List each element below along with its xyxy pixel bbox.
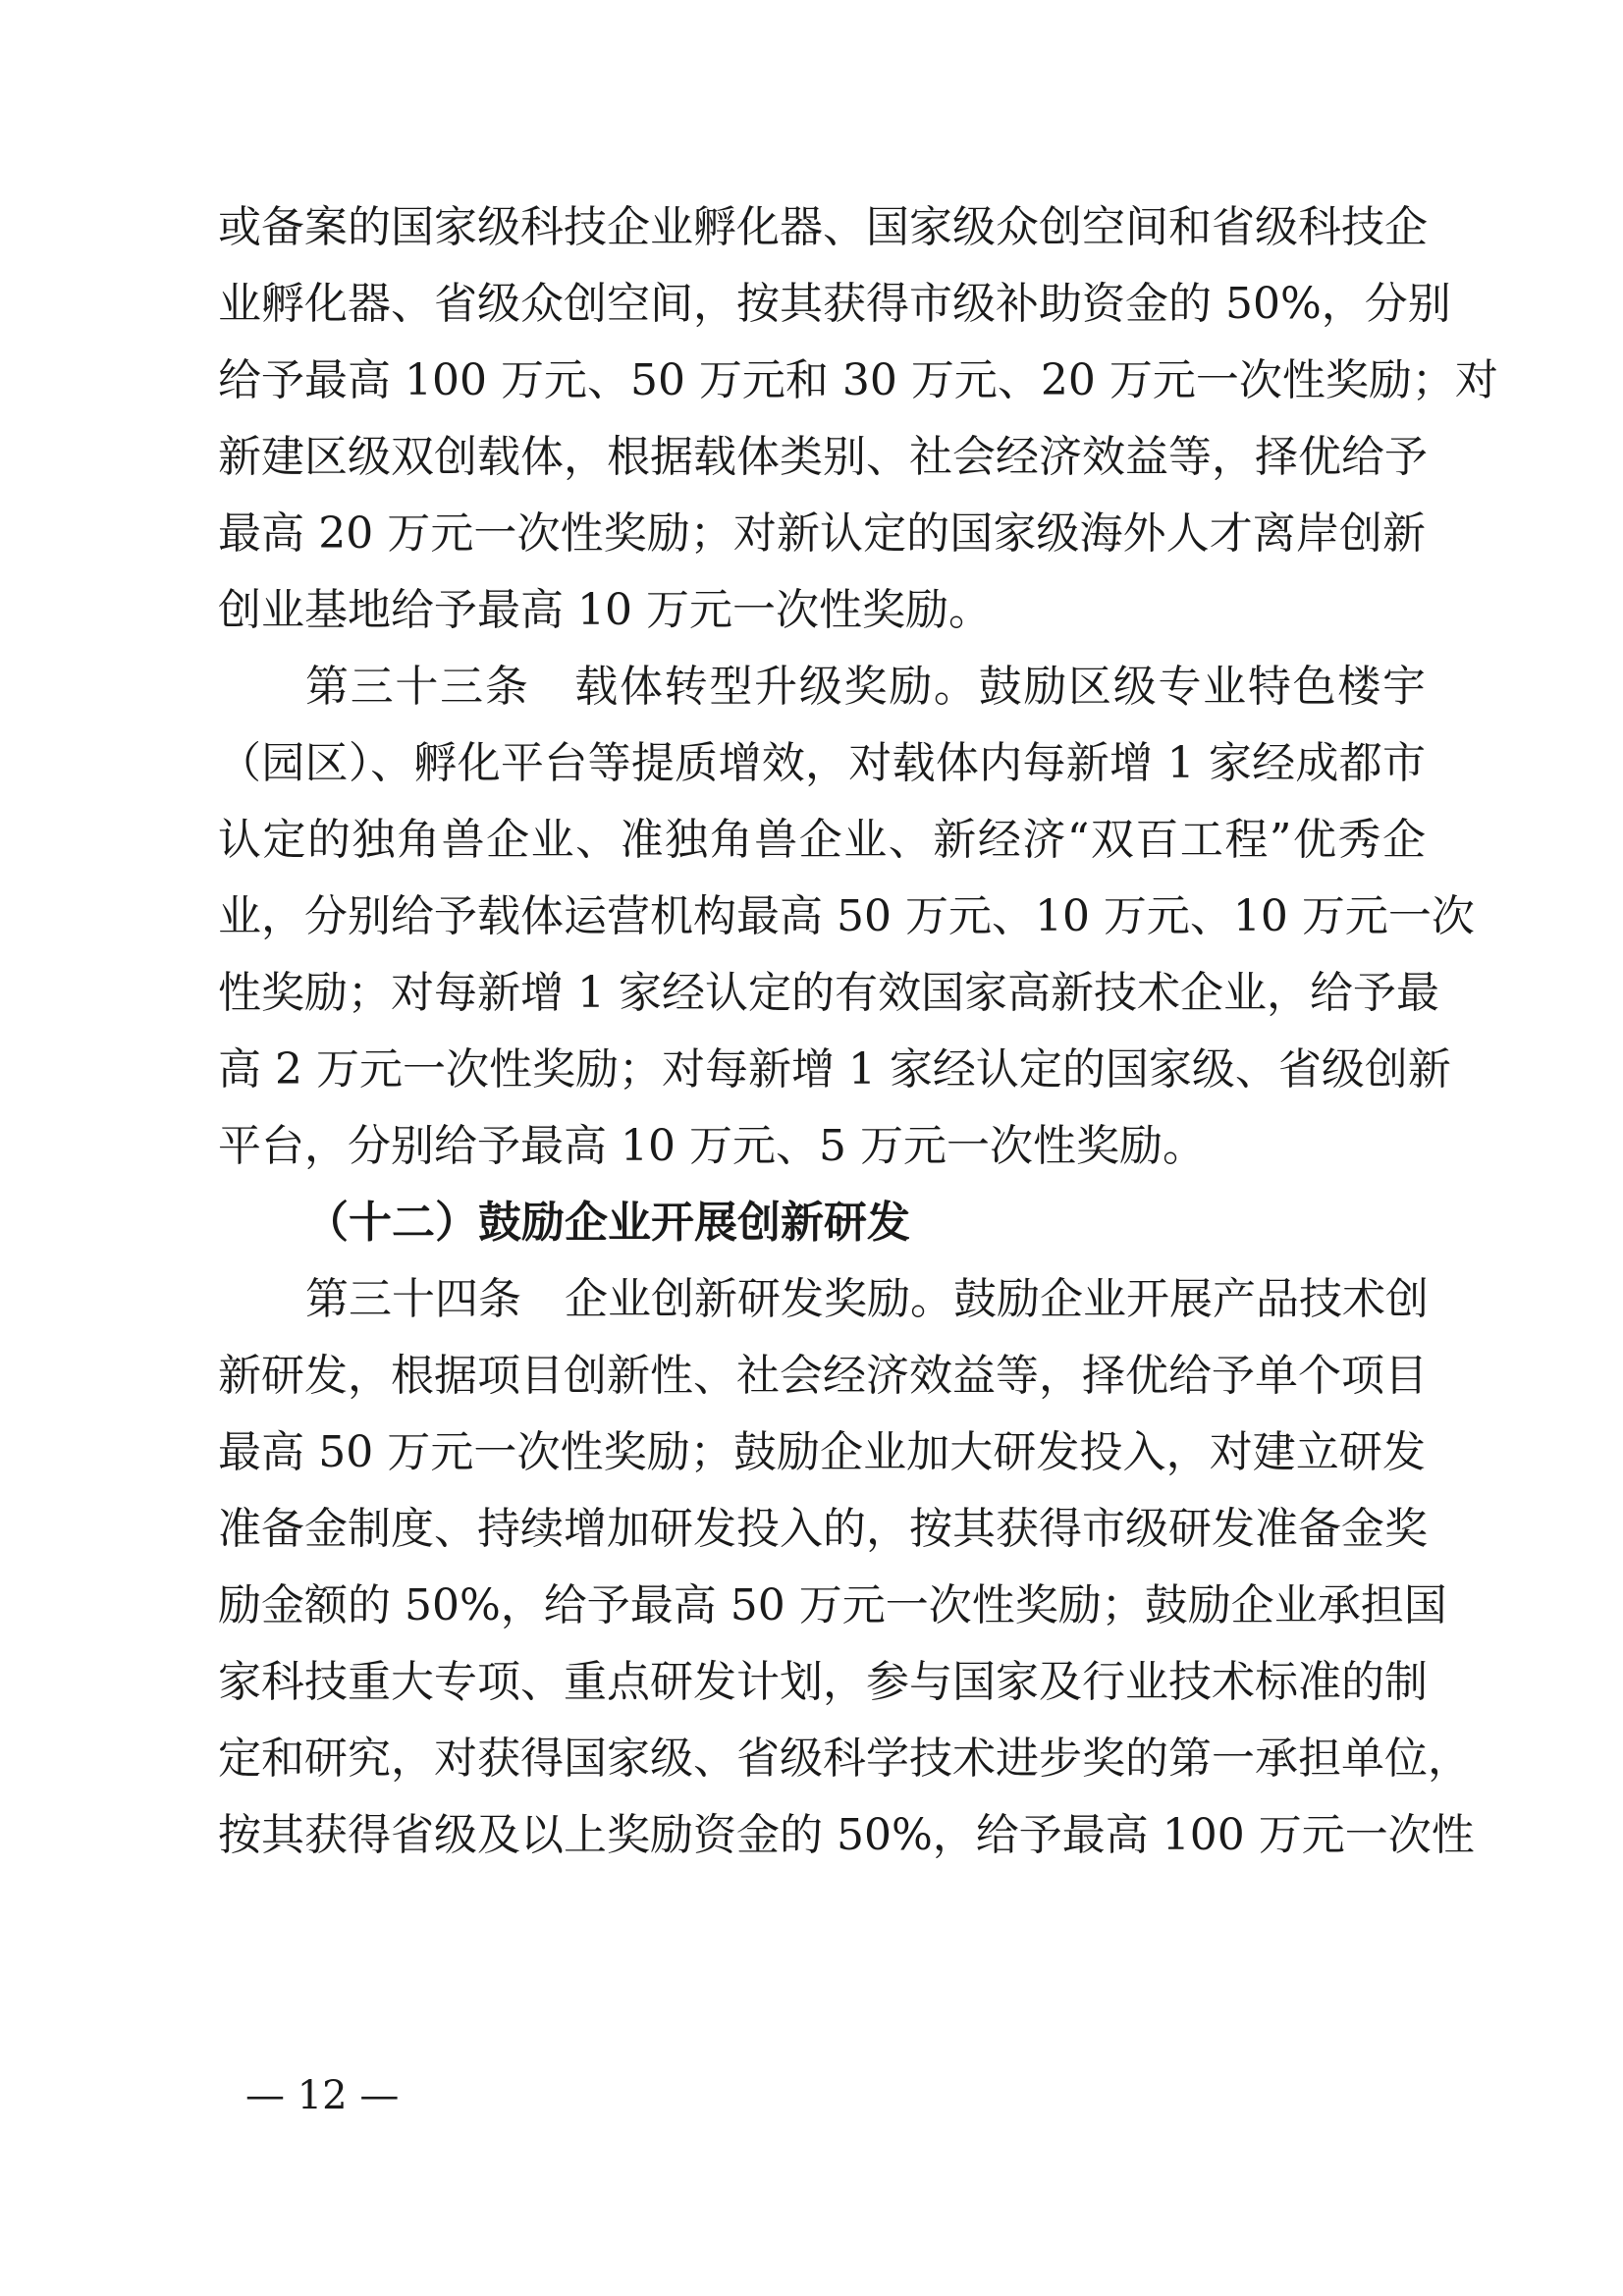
body-text-line: 认定的独角兽企业、准独角兽企业、新经济“双百工程”优秀企 bbox=[218, 815, 1426, 865]
body-text-line: 给予最高 100 万元、50 万元和 30 万元、20 万元一次性奖励；对 bbox=[218, 355, 1498, 405]
body-text-line: 性奖励；对每新增 1 家经认定的有效国家高新技术企业，给予最 bbox=[218, 968, 1439, 1018]
section-heading: （十二）鼓励企业开展创新研发 bbox=[305, 1198, 910, 1248]
body-text-line: 平台，分别给予最高 10 万元、5 万元一次性奖励。 bbox=[218, 1121, 1206, 1171]
article-34-first-line: 第三十四条 企业创新研发奖励。鼓励企业开展产品技术创 bbox=[305, 1274, 1429, 1324]
body-text-line: （园区）、孵化平台等提质增效，对载体内每新增 1 家经成都市 bbox=[218, 738, 1426, 788]
body-text-line: 或备案的国家级科技企业孵化器、国家级众创空间和省级科技企 bbox=[218, 202, 1428, 252]
body-text-line: 新建区级双创载体，根据载体类别、社会经济效益等，择优给予 bbox=[218, 432, 1428, 482]
body-text-line: 准备金制度、持续增加研发投入的，按其获得市级研发准备金奖 bbox=[218, 1504, 1428, 1554]
body-text-line: 励金额的 50%，给予最高 50 万元一次性奖励；鼓励企业承担国 bbox=[218, 1580, 1447, 1630]
body-text-line: 家科技重大专项、重点研发计划，参与国家及行业技术标准的制 bbox=[218, 1657, 1428, 1707]
body-text-line: 业，分别给予载体运营机构最高 50 万元、10 万元、10 万元一次 bbox=[218, 891, 1475, 941]
body-text-line: 定和研究，对获得国家级、省级科学技术进步奖的第一承担单位， bbox=[218, 1734, 1471, 1784]
article-33-first-line: 第三十三条 载体转型升级奖励。鼓励区级专业特色楼宇 bbox=[305, 662, 1426, 712]
body-text-line: 按其获得省级及以上奖励资金的 50%，给予最高 100 万元一次性 bbox=[218, 1810, 1475, 1860]
body-text-line: 业孵化器、省级众创空间，按其获得市级补助资金的 50%，分别 bbox=[218, 279, 1451, 329]
body-text-line: 最高 20 万元一次性奖励；对新认定的国家级海外人才离岸创新 bbox=[218, 508, 1426, 559]
body-text-line: 最高 50 万元一次性奖励；鼓励企业加大研发投入，对建立研发 bbox=[218, 1427, 1426, 1477]
body-text-line: 创业基地给予最高 10 万元一次性奖励。 bbox=[218, 585, 992, 635]
body-text-line: 高 2 万元一次性奖励；对每新增 1 家经认定的国家级、省级创新 bbox=[218, 1044, 1451, 1095]
body-text-line: 新研发，根据项目创新性、社会经济效益等，择优给予单个项目 bbox=[218, 1351, 1428, 1401]
page-number: — 12 — bbox=[245, 2073, 400, 2118]
